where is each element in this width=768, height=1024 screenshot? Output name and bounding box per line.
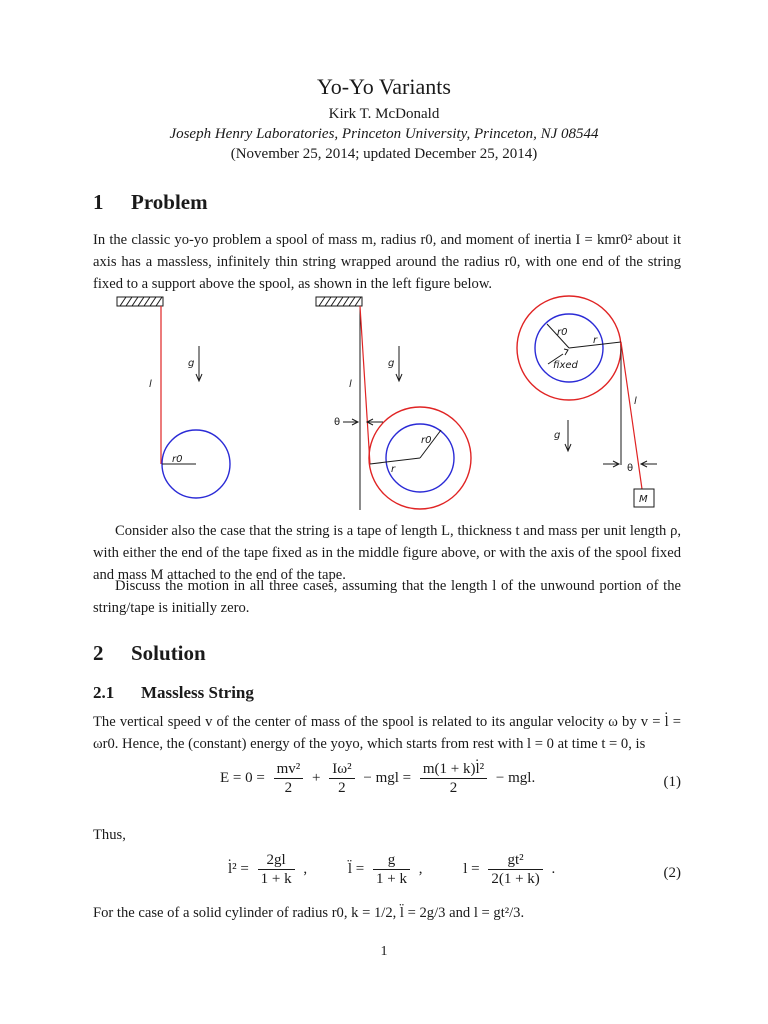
right-mass-label: M bbox=[639, 494, 648, 505]
eq2-c-denominator: 2(1 + k) bbox=[491, 871, 540, 887]
eq1-term2-denominator: 2 bbox=[338, 780, 346, 796]
thus-text: Thus, bbox=[93, 827, 126, 843]
eq2-b-numerator: g bbox=[373, 851, 410, 870]
eq2-a-numerator: 2gl bbox=[258, 851, 295, 870]
eq2-a-lhs: l̇² = bbox=[228, 861, 249, 877]
left-l-label: l bbox=[149, 379, 152, 390]
left-r0-label: r0 bbox=[172, 454, 183, 465]
eq1-mid: − mgl = bbox=[363, 770, 412, 786]
eq1-term1 bbox=[274, 760, 304, 797]
equation-1-body bbox=[217, 760, 538, 797]
eq1-term3 bbox=[420, 760, 487, 797]
right-r0-label: r0 bbox=[557, 327, 568, 338]
right-figure bbox=[517, 296, 657, 507]
left-figure bbox=[117, 297, 230, 498]
equation-1-number: (1) bbox=[663, 774, 681, 790]
eq1-term1-numerator: mv² bbox=[274, 760, 304, 779]
section-2-heading bbox=[93, 641, 206, 666]
right-fixed-label: fixed bbox=[553, 360, 578, 371]
middle-support bbox=[316, 297, 362, 306]
problem-paragraph-2: Consider also the case that the string is a tape of length L, thickness t and mass per unit length ρ, with either the end of the tape fixed as in the middle figure above, or with the axis of the spool fixed and mass M attached to the end of the tape. bbox=[93, 523, 681, 583]
eq2-c-fraction bbox=[488, 851, 542, 888]
solution-paragraph-2: For the case of a solid cylinder of radius r0, k = 1/2, l̈ = 2g/3 and l = gt²/3. bbox=[93, 905, 525, 921]
equation-1 bbox=[93, 760, 681, 804]
subsection-2-1-title: Massless String bbox=[141, 683, 254, 702]
eq1-end: − mgl. bbox=[495, 770, 536, 786]
eq1-term3-numerator: m(1 + k)l̇² bbox=[420, 760, 487, 779]
problem-paragraph-3: Discuss the motion in all three cases, assuming that the length l of the unwound portion of the string/tape is initially zero. bbox=[93, 578, 681, 616]
section-1-number: 1 bbox=[93, 190, 104, 214]
eq2-a-denominator: 1 + k bbox=[260, 871, 292, 887]
right-theta-label: θ bbox=[627, 463, 634, 474]
author: Kirk T. McDonald bbox=[328, 106, 440, 122]
section-2-title: Solution bbox=[131, 641, 206, 665]
eq1-plus: + bbox=[312, 770, 321, 786]
right-fixed-arrowhead bbox=[564, 349, 568, 355]
eq1-term2 bbox=[329, 760, 354, 797]
left-g-label: g bbox=[188, 358, 195, 369]
eq2-a-end: , bbox=[303, 861, 308, 877]
eq2-c-numerator: gt² bbox=[488, 851, 542, 870]
middle-r-label: r bbox=[391, 464, 396, 475]
affiliation: Joseph Henry Laboratories, Princeton University, Princeton, NJ 08544 bbox=[169, 126, 599, 142]
eq2-a-fraction bbox=[258, 851, 295, 888]
middle-r0-label: r0 bbox=[421, 435, 432, 446]
right-l-label: l bbox=[634, 396, 637, 407]
eq2-b-end: , bbox=[418, 861, 423, 877]
eq1-lhs: E = 0 = bbox=[220, 770, 265, 786]
eq1-term2-numerator: Iω² bbox=[329, 760, 354, 779]
eq2-b-fraction bbox=[373, 851, 410, 888]
middle-l-label: l bbox=[349, 379, 352, 390]
equation-2 bbox=[93, 851, 681, 895]
eq1-term3-denominator: 2 bbox=[449, 780, 458, 796]
subsection-2-1-number: 2.1 bbox=[93, 683, 115, 702]
paper-title: Yo-Yo Variants bbox=[317, 74, 451, 99]
eq2-c-end: . bbox=[551, 861, 556, 877]
problem-paragraph-1: In the classic yo-yo problem a spool of mass m, radius r0, and moment of inertia I = kmr0² about it axis has a massless, infinitely thin string wrapped around the radius r0, with one end of the string fixed to a support above the spool, as shown in the left figure below. bbox=[93, 232, 681, 292]
eq2-b-denominator: 1 + k bbox=[375, 871, 407, 887]
subsection-2-1-heading bbox=[93, 683, 254, 703]
left-support bbox=[117, 297, 163, 306]
dates: (November 25, 2014; updated December 25, 2014) bbox=[230, 146, 538, 162]
middle-g-label: g bbox=[388, 358, 395, 369]
eq2-c-lhs: l = bbox=[463, 861, 480, 877]
middle-theta-label: θ bbox=[334, 417, 341, 428]
middle-tape bbox=[360, 306, 370, 464]
eq1-term1-denominator: 2 bbox=[284, 780, 293, 796]
eq2-b-lhs: l̈ = bbox=[347, 861, 365, 877]
equation-2-body bbox=[225, 851, 558, 888]
section-1-title: Problem bbox=[131, 190, 208, 214]
equation-2-number: (2) bbox=[663, 865, 681, 881]
solution-paragraph-1: The vertical speed v of the center of mass of the spool is related to its angular velocity ω by v = l̇ = ωr0. Hence, the (constant) energy of the yoyo, which starts from rest with l = 0 at time t = 0, is bbox=[93, 714, 681, 752]
right-g-label: g bbox=[554, 430, 561, 441]
middle-figure bbox=[316, 297, 471, 510]
page-number: 1 bbox=[380, 944, 388, 959]
right-r-label: r bbox=[593, 335, 598, 346]
section-2-number: 2 bbox=[93, 641, 104, 665]
